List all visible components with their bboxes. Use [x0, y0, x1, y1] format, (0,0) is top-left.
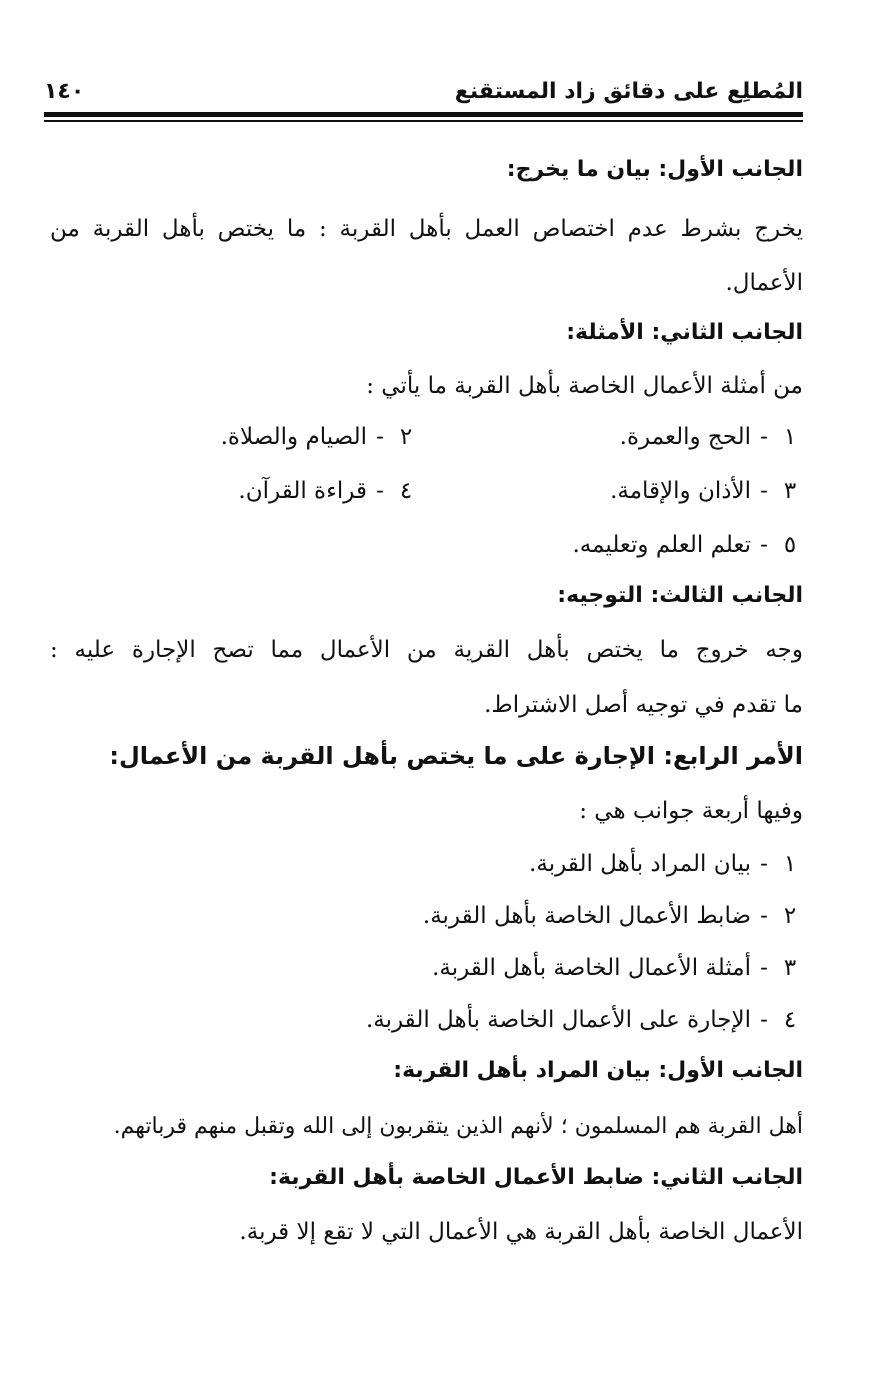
list-item — [238, 474, 419, 508]
list-item — [610, 474, 803, 508]
list-text: ضابط الأعمال الخاصة بأهل القربة. — [422, 903, 751, 929]
list-item — [529, 847, 803, 881]
list-item — [366, 1003, 803, 1037]
list-dash: - — [760, 532, 768, 558]
list-item — [423, 899, 803, 933]
list-item — [432, 951, 803, 985]
paragraph-line: من أمثلة الأعمال الخاصة بأهل القربة ما يأتي : — [366, 373, 803, 399]
list-text: تعلم العلم وتعليمه. — [572, 532, 751, 558]
list-dash: - — [760, 851, 768, 877]
list-text: أمثلة الأعمال الخاصة بأهل القربة. — [432, 955, 751, 981]
list-text: الحج والعمرة. — [619, 424, 751, 450]
section-heading: الجانب الأول: بيان ما يخرج: — [506, 157, 803, 182]
list-dash: - — [376, 478, 384, 504]
paragraph-line: الأعمال. — [725, 270, 803, 296]
list-text: بيان المراد بأهل القربة. — [529, 851, 751, 877]
paragraph-line: وفيها أربعة جوانب هي : — [579, 798, 803, 824]
list-text: الأذان والإقامة. — [610, 478, 751, 504]
paragraph-line: يخرج بشرط عدم اختصاص العمل بأهل القربة : ما يختص بأهل القربة من — [50, 216, 803, 242]
list-number: ٤ — [783, 1007, 797, 1033]
list-dash: - — [760, 478, 768, 504]
list-text: قراءة القرآن. — [238, 478, 367, 504]
paragraph-line: ما تقدم في توجيه أصل الاشتراط. — [484, 692, 803, 718]
list-item — [221, 420, 419, 454]
page-number: ١٤٠ — [44, 79, 85, 104]
list-item — [572, 528, 803, 562]
list-text: الصيام والصلاة. — [220, 424, 367, 450]
list-number: ٥ — [783, 532, 797, 558]
paragraph-line: أهل القربة هم المسلمون ؛ لأنهم الذين يتقربون إلى الله وتقبل منهم قرباتهم. — [113, 1114, 803, 1139]
section-heading: الجانب الأول: بيان المراد بأهل القربة: — [393, 1058, 803, 1083]
section-heading: الجانب الثاني: الأمثلة: — [566, 320, 803, 345]
list-dash: - — [376, 424, 384, 450]
list-number: ٢ — [783, 903, 797, 929]
list-number: ١ — [783, 851, 797, 877]
list-number: ٣ — [783, 955, 797, 981]
paragraph-line: الأعمال الخاصة بأهل القربة هي الأعمال التي لا تقع إلا قربة. — [239, 1219, 803, 1245]
list-number: ٤ — [399, 478, 413, 504]
header-rule-thick — [44, 112, 803, 117]
section-heading: الجانب الثالث: التوجيه: — [557, 583, 803, 608]
list-dash: - — [760, 424, 768, 450]
list-dash: - — [760, 903, 768, 929]
paragraph-line: وجه خروج ما يختص بأهل القرية من الأعمال مما تصح الإجارة عليه : — [50, 637, 803, 663]
running-header — [44, 72, 803, 112]
book-title: المُطلِع على دقائق زاد المستقنع — [454, 79, 803, 104]
list-dash: - — [760, 1007, 768, 1033]
header-rule-thin — [44, 120, 803, 122]
list-item — [620, 420, 803, 454]
major-heading: الأمر الرابع: الإجارة على ما يختص بأهل القربة من الأعمال: — [109, 742, 803, 770]
list-number: ٣ — [783, 478, 797, 504]
list-number: ٢ — [399, 424, 413, 450]
section-heading: الجانب الثاني: ضابط الأعمال الخاصة بأهل القربة: — [269, 1165, 803, 1190]
list-number: ١ — [783, 424, 797, 450]
list-text: الإجارة على الأعمال الخاصة بأهل القربة. — [365, 1007, 751, 1033]
list-dash: - — [760, 955, 768, 981]
